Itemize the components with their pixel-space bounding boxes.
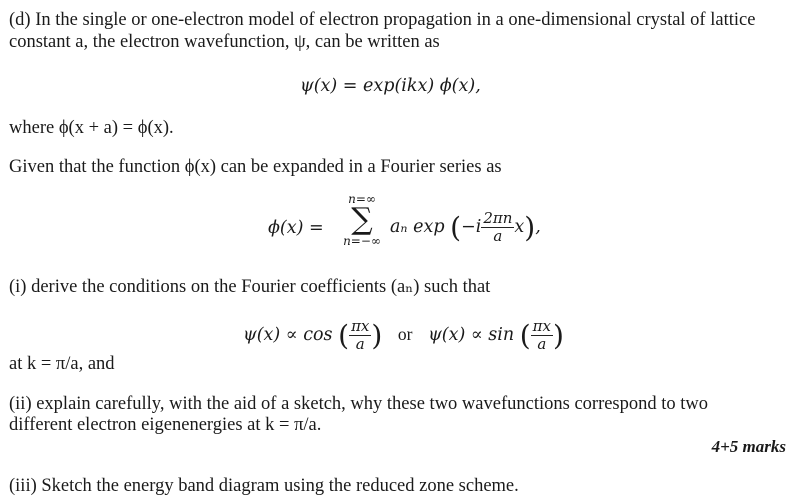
left-paren: (	[519, 319, 531, 352]
fraction-denominator: a	[355, 335, 365, 353]
equation-cos-sin	[243, 318, 564, 353]
or-word: or	[397, 324, 413, 344]
left-paren: (	[338, 319, 350, 352]
summation-symbol	[342, 192, 382, 248]
fraction-denominator: a	[537, 335, 547, 353]
right-paren: )	[552, 319, 564, 352]
equation-fourier-lhs: ϕ(x) =	[268, 218, 324, 238]
marks-label: 4+5 marks	[711, 437, 786, 456]
left-paren: (	[450, 211, 462, 244]
equation-wavefunction: ψ(x) = exp(ikx) ϕ(x),	[300, 76, 481, 96]
cos-fraction	[349, 318, 371, 353]
sum-lower-limit: n=−∞	[343, 234, 381, 248]
sin-fraction	[531, 318, 553, 353]
fraction-numerator: 2πn	[483, 209, 513, 227]
part-iii-line: (iii) Sketch the energy band diagram using the reduced zone scheme.	[9, 476, 519, 496]
fourier-inner-suffix: x	[514, 217, 525, 237]
at-k-line: at k = π/a, and	[9, 354, 115, 374]
part-ii-line-1: (ii) explain carefully, with the aid of a sketch, why these two wavefunctions correspond to two	[9, 394, 709, 414]
question-text-line-2: constant a, the electron wavefunction, ψ, can be written as	[9, 32, 440, 52]
fraction-denominator: a	[493, 227, 503, 245]
sin-term: ψ(x) ∝ sin	[428, 325, 515, 345]
fourier-line: Given that the function ϕ(x) can be expanded in a Fourier series as	[9, 157, 502, 177]
fraction-numerator: πx	[532, 317, 551, 335]
fourier-fraction	[481, 210, 514, 245]
periodicity-line: where ϕ(x + a) = ϕ(x).	[9, 118, 174, 138]
fourier-inner-prefix: −i	[461, 217, 482, 237]
sum-upper-limit: n=∞	[348, 192, 376, 206]
fraction-numerator: πx	[351, 317, 370, 335]
cos-term: ψ(x) ∝ cos	[243, 325, 333, 345]
sigma-icon: ∑	[351, 202, 373, 237]
part-i-line: (i) derive the conditions on the Fourier coefficients (aₙ) such that	[9, 277, 491, 297]
part-ii-line-2: different electron eigenenergies at k = π/a.	[9, 415, 322, 435]
equation-fourier-rhs: aₙ exp (−i $\frac{2\pi n}{a}$ x),	[390, 209, 541, 245]
fourier-term: aₙ exp	[390, 217, 445, 237]
question-text-line-1: (d) In the single or one-electron model of electron propagation in a one-dimensional crystal of lattice	[9, 10, 756, 30]
right-paren: )	[524, 211, 536, 244]
right-paren: )	[371, 319, 383, 352]
